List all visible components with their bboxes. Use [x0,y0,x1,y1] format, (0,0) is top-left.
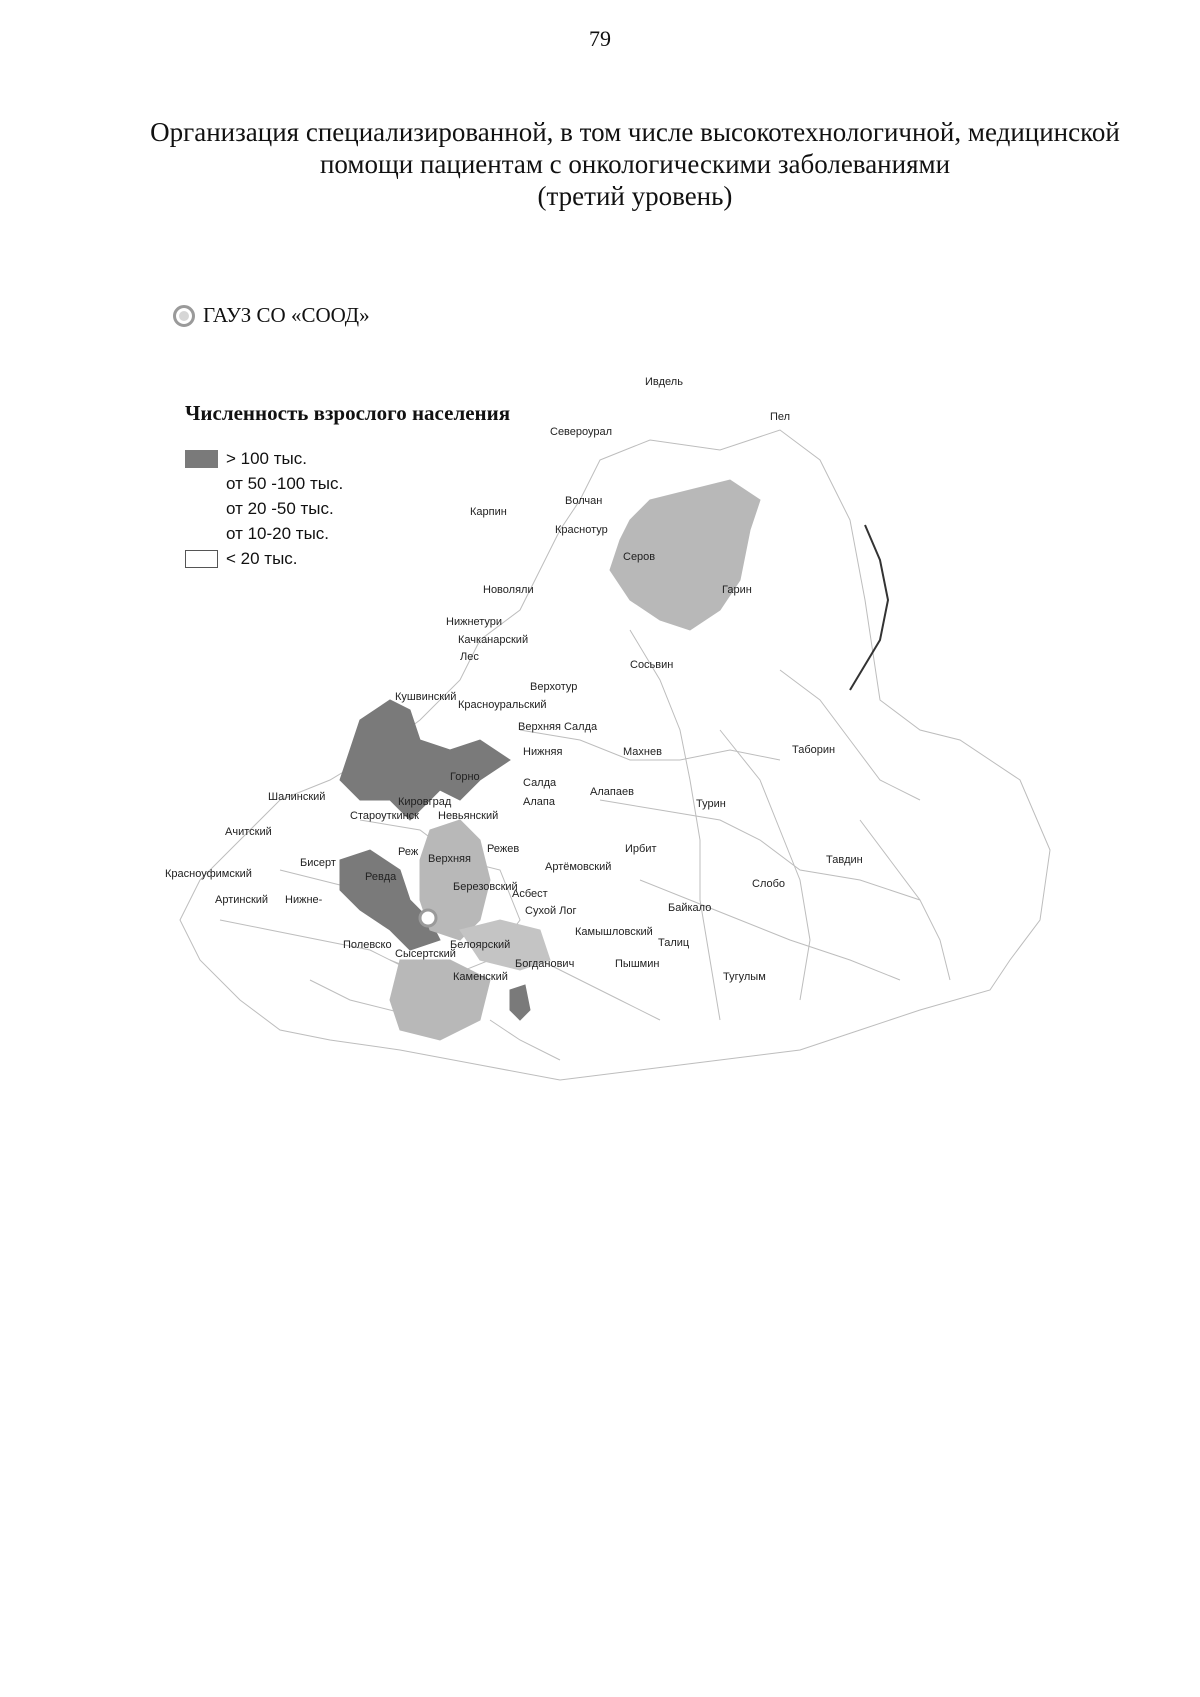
map-label: Бисерт [300,857,336,869]
map-label: Артинский [215,894,269,906]
map-label: Талиц [658,937,690,949]
map-label: Ирбит [625,843,657,855]
map-label: Шалинский [268,791,326,803]
map-label: Верхняя Салда [518,721,598,733]
map-label: Гарин [722,584,752,596]
map-label: Кушвинский [395,691,457,703]
map-label: Кировград [398,796,452,808]
legend-swatch [185,450,218,468]
center-map-marker-icon [420,910,436,926]
map-label: Богданович [515,958,575,970]
map-label: Ревда [365,871,397,883]
center-legend [173,303,370,328]
map-label: Асбест [512,888,548,900]
legend-label: от 50 -100 тыс. [226,473,344,493]
map-label: Реж [398,846,419,858]
map-label: Краснотур [555,524,608,536]
map-label: Слобо [752,878,786,890]
map-label: Ачитский [225,826,272,838]
legend-swatch [185,550,218,568]
legend-swatch [185,525,218,543]
legend-item [185,471,510,496]
map-label: Верхняя [428,853,471,865]
map-label: Волчан [565,495,603,507]
map-label: Алапа [523,796,555,808]
map-label: Полевско [343,939,392,951]
title-line-1: Организация специализированной, в том числе высокотехнологичной, медицинской [150,117,1120,147]
map-label: Камышловский [575,926,653,938]
map-label: Верхотур [530,681,578,693]
map-label: Новоляли [483,584,534,596]
legend [185,401,510,571]
map-label: Махнев [623,746,662,758]
map-label: Тавдин [826,854,863,866]
map-label: Нижняя [523,746,563,758]
map-label: Байкало [668,902,712,914]
title-line-2: помощи пациентам с онкологическими заболеваниями [319,149,951,179]
legend-item [185,496,510,521]
map-label: Артёмовский [545,861,612,873]
map-label: Староуткинск [350,810,419,822]
page-title [150,116,1120,212]
map-label: Таборин [792,744,836,756]
map-label: Сухой Лог [525,905,577,917]
center-label-text: ГАУЗ СО «СООД» [203,303,370,327]
map-label: Нижнетури [446,616,503,628]
legend-label: от 10-20 тыс. [226,523,330,543]
map-label: Североурал [550,426,613,438]
title-line-3: (третий уровень) [537,181,733,211]
map-label: Белоярский [450,939,511,951]
region-large-south [510,985,530,1020]
map-label: Сосьвин [630,659,674,671]
legend-label: > 100 тыс. [226,448,307,468]
legend-item [185,446,510,471]
map-label: Красноуфимский [165,868,252,880]
map-label: Тугулым [723,971,766,983]
map-label: Сысертский [395,948,456,960]
map-label: Салда [523,777,557,789]
map-label: Каменский [453,971,508,983]
map-label: Красноуральский [458,699,547,711]
legend-title: Численность взрослого населения [185,401,511,425]
map-label: Алапаев [590,786,634,798]
map-label: Лес [460,651,479,663]
legend-item [185,521,510,546]
legend-swatch [185,500,218,518]
map-label: Пышмин [615,958,660,970]
page-number: 79 [589,26,611,51]
legend-label: < 20 тыс. [226,548,298,568]
legend-label: от 20 -50 тыс. [226,498,334,518]
map-label: Режев [487,843,520,855]
legend-item [185,546,510,571]
map-label: Ивдель [645,376,683,388]
map-label: Горно [450,771,480,783]
map-label: Невьянский [438,810,499,822]
map-label: Серов [623,551,656,563]
center-marker-icon [173,305,195,327]
map-label: Березовский [453,881,518,893]
map-label: Турин [696,798,726,810]
legend-swatch [185,475,218,493]
map-label: Качканарский [458,634,529,646]
map-label: Пел [770,411,791,423]
map-label: Карпин [470,506,507,518]
map-label: Нижне- [285,894,323,906]
